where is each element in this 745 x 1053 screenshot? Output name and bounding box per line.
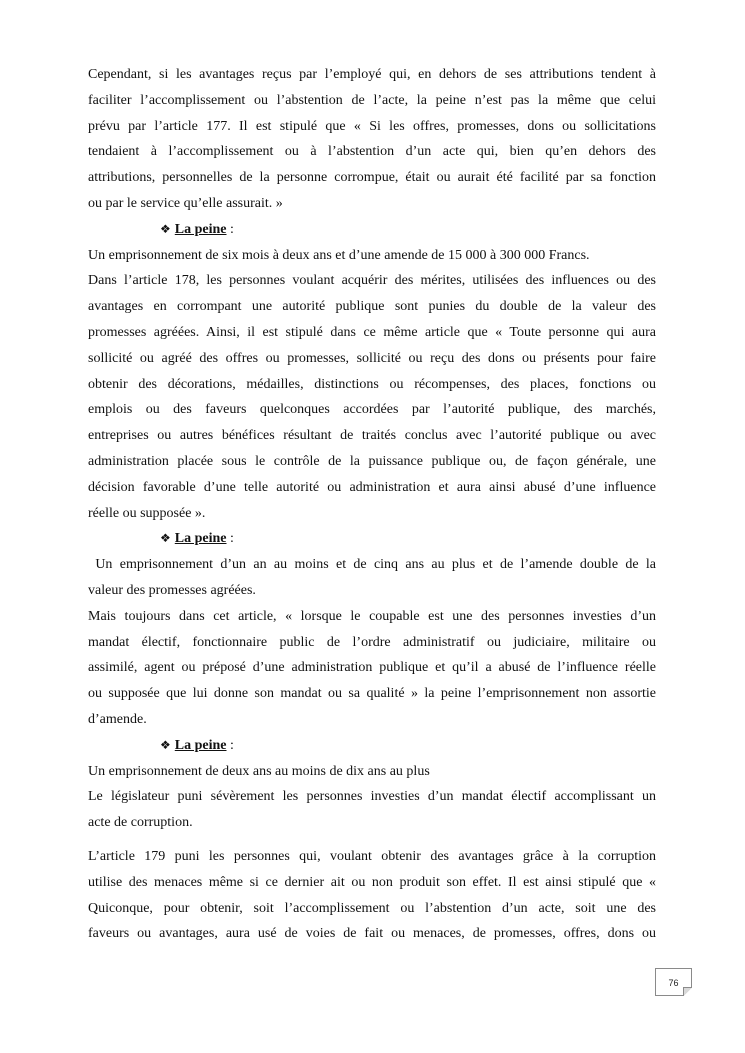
diamond-bullet-icon: ❖ xyxy=(160,737,171,752)
text-line: mandat électif, fonctionnaire public de l’ordre administratif ou judiciaire, militaire ou xyxy=(88,634,656,650)
text-line: faciliter l’accomplissement ou l’abstention de l’acte, la peine n’est pas la même que celui xyxy=(88,92,656,108)
text-line: emplois ou des faveurs quelconques accordées par l’autorité publique, des marchés, xyxy=(88,402,656,418)
peine-heading xyxy=(88,733,656,759)
peine-label: La peine xyxy=(174,737,227,753)
text-line: Le législateur puni sévèrement les personnes investies d’un mandat électif accomplissant un xyxy=(88,789,656,805)
text-line: tendaient à l’accomplissement ou à l’abstention d’un acte qui, bien qu’en dehors des xyxy=(88,144,656,160)
peine-heading xyxy=(88,217,656,243)
paragraph xyxy=(88,62,656,217)
text-line: L’article 179 puni les personnes qui, voulant obtenir des avantages grâce à la corruption xyxy=(88,848,656,864)
text-line: acte de corruption. xyxy=(88,815,193,831)
text-line: Quiconque, pour obtenir, soit l’accomplissement ou l’abstention d’un acte, soit une des xyxy=(88,900,656,916)
paragraph xyxy=(88,268,656,526)
peine-colon: : xyxy=(226,221,234,237)
text-line: faveurs ou avantages, aura usé de voies de fait ou menaces, de promesses, offres, dons ou xyxy=(88,926,656,942)
peine-colon: : xyxy=(226,531,234,547)
paragraph xyxy=(88,604,656,733)
peine-heading xyxy=(88,526,656,552)
text-line: Cependant, si les avantages reçus par l’employé qui, en dehors de ses attributions tendent à xyxy=(88,67,656,82)
text-line: avantages en corrompant une autorité publique sont punies du double de la valeur des xyxy=(88,299,656,315)
text-line: d’amende. xyxy=(88,711,147,727)
text-line: ou supposée que lui donne son mandat ou sa qualité » la peine l’emprisonnement non assortie xyxy=(88,686,656,702)
page-fold-icon xyxy=(683,987,692,996)
text-line: promesses agréées. Ainsi, il est stipulé dans ce même article que « Toute personne qui aura xyxy=(88,324,656,340)
page-number-box xyxy=(655,968,692,996)
peine-text: Un emprisonnement de deux ans au moins de dix ans au plus xyxy=(88,763,430,779)
text-line: prévu par l’article 177. Il est stipulé que « Si les offres, promesses, dons ou sollicitations xyxy=(88,118,656,134)
peine-label: La peine xyxy=(174,221,227,237)
text-line: valeur des promesses agréées. xyxy=(88,582,256,598)
text-line: obtenir des décorations, médailles, distinctions ou récompenses, des places, fonctions ou xyxy=(88,376,656,392)
peine-text xyxy=(88,552,656,604)
text-line: entreprises ou autres bénéfices résultant de traités conclus avec l’autorité publique ou avec xyxy=(88,428,656,444)
diamond-bullet-icon: ❖ xyxy=(160,221,171,236)
text-line: Mais toujours dans cet article, « lorsque le coupable est une des personnes investies d’un xyxy=(88,608,656,624)
text-line: attributions, personnelles de la personne corrompue, était ou aurait été facilité par sa fonction xyxy=(88,170,656,186)
text-line: sollicité ou agréé des offres ou promesses, sollicité ou reçu des dons ou présents pour faire xyxy=(88,350,656,366)
text-line: ou par le service qu’elle assurait. » xyxy=(88,195,283,211)
text-line: réelle ou supposée ». xyxy=(88,505,206,521)
page-number: 76 xyxy=(668,978,679,988)
document-page xyxy=(88,62,656,947)
text-line: Dans l’article 178, les personnes voulant acquérir des mérites, utilisées des influences ou des xyxy=(88,273,656,289)
paragraph xyxy=(88,844,656,947)
diamond-bullet-icon: ❖ xyxy=(160,531,171,546)
text-line: assimilé, agent ou préposé d’une administration publique et qu’il a abusé de l’influence réelle xyxy=(88,660,656,676)
peine-label: La peine xyxy=(174,531,227,547)
peine-colon: : xyxy=(226,737,234,753)
paragraph xyxy=(88,784,656,836)
text-line: utilise des menaces même si ce dernier ait ou non produit son effet. Il est ainsi stipulé que « xyxy=(88,874,656,890)
text-line: administration placée sous le contrôle de la puissance publique ou, de façon générale, une xyxy=(88,453,656,469)
peine-text: Un emprisonnement de six mois à deux ans et d’une amende de 15 000 à 300 000 Francs. xyxy=(88,247,590,263)
text-line: Un emprisonnement d’un an au moins et de cinq ans au plus et de l’amende double de la xyxy=(88,557,656,573)
text-line: décision favorable d’une telle autorité ou administration et aura ainsi abusé d’une influence xyxy=(88,479,656,495)
